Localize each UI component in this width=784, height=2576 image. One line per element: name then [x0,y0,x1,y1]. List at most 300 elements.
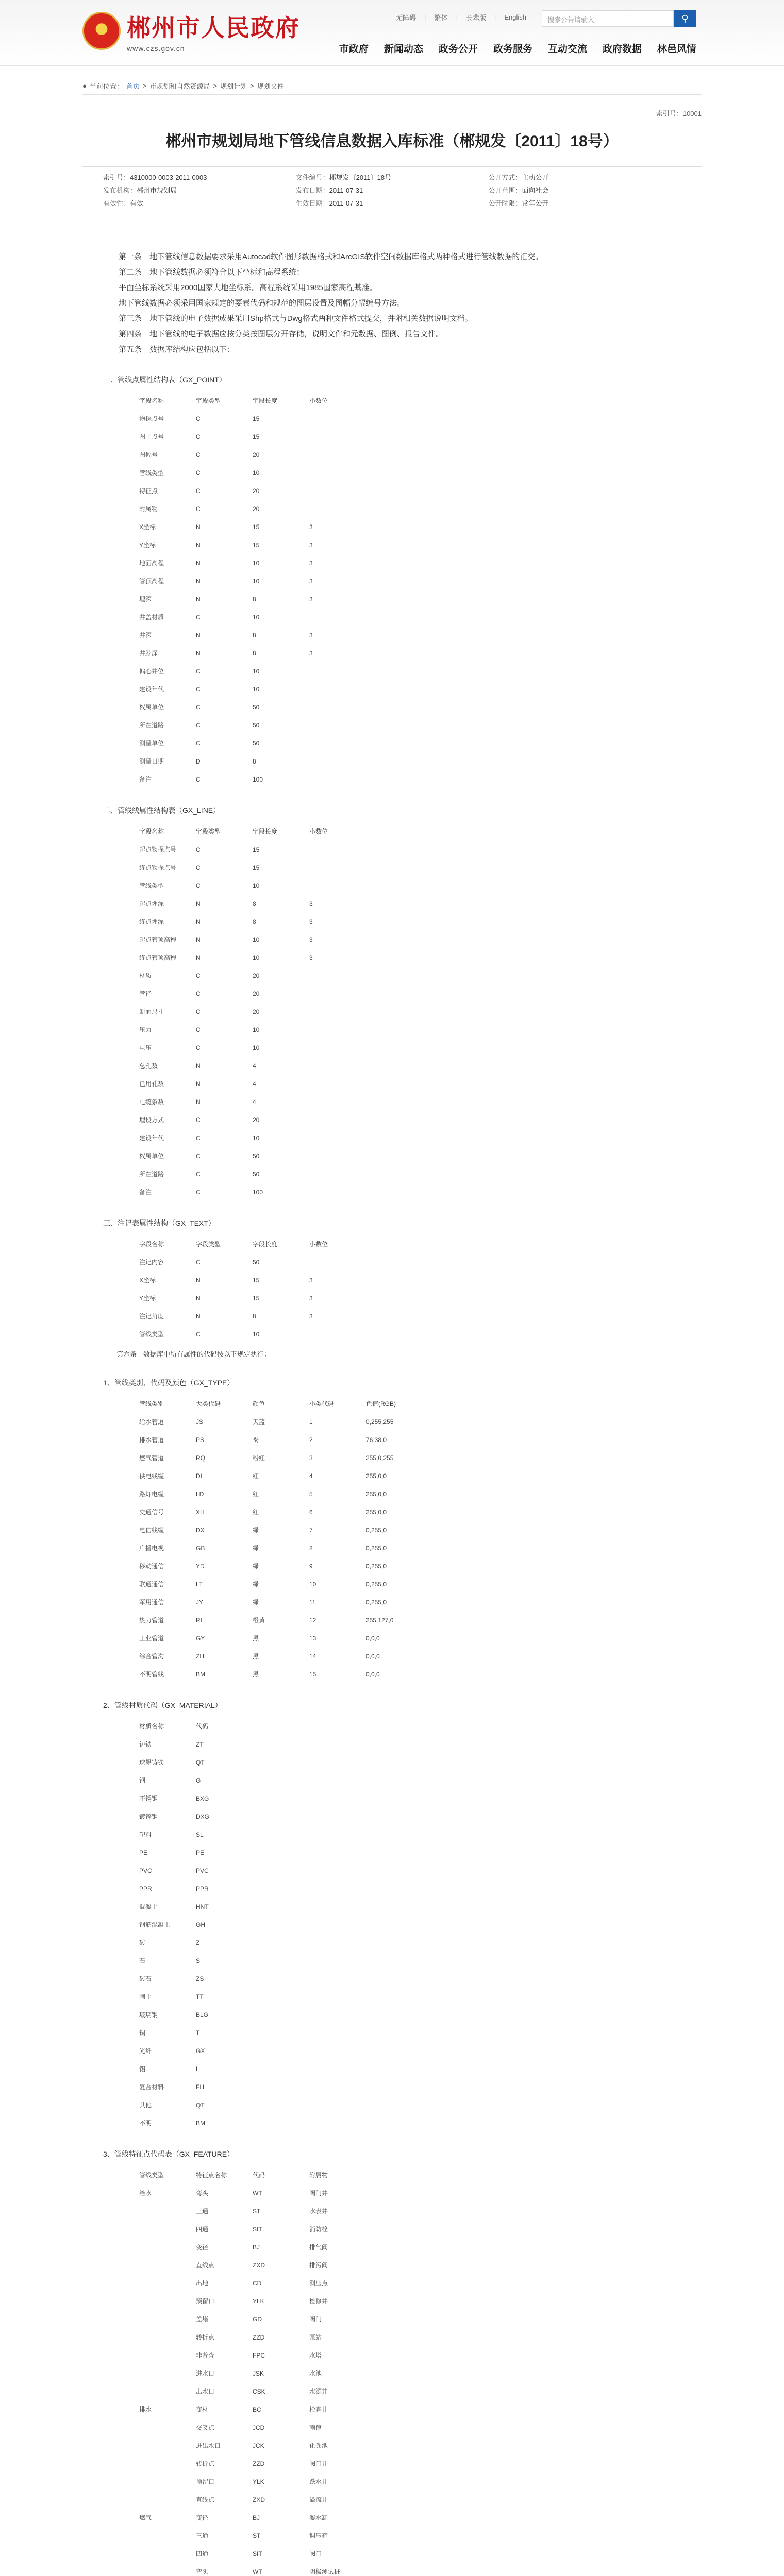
table-cell [134,2310,191,2328]
table-cell: 埋深 [139,595,152,603]
main-nav [339,41,696,55]
info-field [296,172,489,182]
table-row [134,1593,418,1611]
table-cell: 15 [253,863,260,871]
table-cell [134,2274,191,2292]
table-cell: PPR [196,1885,209,1892]
table-cell: 石 [139,1957,146,1964]
table-cell [304,1147,361,1165]
table-row [134,1611,418,1629]
table-row [134,644,361,662]
table-cell: 铜 [139,2029,146,2037]
table-cell: 阀门 [309,2550,322,2557]
table-cell: 255,0,255 [366,1454,394,1462]
table-cell: 四通 [196,2550,209,2557]
table-row [134,2310,361,2328]
table-row [134,2382,361,2400]
table-cell: 8 [253,649,256,657]
table-cell: 15 [253,541,260,549]
table-cell: 所在道路 [139,1170,164,1178]
table-cell: ST [253,2532,261,2539]
table-cell: 11 [309,1598,316,1606]
table-cell [304,1325,361,1343]
table-cell [304,500,361,518]
table-cell [304,876,361,894]
table-cell: 已用孔数 [139,1080,164,1088]
nav-item[interactable]: 政务公开 [438,44,478,55]
table-row [134,1861,247,1879]
table-header: 字段类型 [196,827,221,835]
table-cell: C [196,505,201,513]
table-row [134,1485,418,1503]
table-cell: 1 [309,1418,313,1426]
table-cell: 所在道路 [139,721,164,729]
table-cell [134,2382,191,2400]
table-cell: C [196,739,201,747]
table-cell: 直线点 [196,2496,215,2503]
table-cell: 材质 [139,972,152,979]
table-row [134,590,361,608]
table-cell: 泵站 [309,2333,322,2341]
table-row [134,894,361,912]
table-row [134,1521,418,1539]
emblem-icon [82,12,121,50]
table-cell: 76,38,0 [366,1436,387,1444]
table-cell: 起点物探点号 [139,845,177,853]
section-title: 1、管线类别、代码及颜色（GX_TYPE） [103,1379,235,1387]
section-title: 三、注记表属性结构（GX_TEXT） [103,1219,215,1227]
table-cell: ZH [196,1652,204,1660]
table-cell: 交叉点 [196,2424,215,2431]
table-cell [134,2527,191,2545]
table-cell: YLK [253,2478,264,2485]
table-row [134,1843,247,1861]
table-cell: 4 [253,1098,256,1106]
table-row [134,410,361,428]
table-row [134,840,361,858]
table-cell: 10 [253,469,260,477]
table-row [134,1539,418,1557]
search-input[interactable]: 搜索公告请输入 [542,10,674,27]
table-cell: 15 [253,523,260,531]
table-row [134,500,361,518]
table-cell: 三通 [196,2532,209,2539]
table-cell: 4 [253,1062,256,1070]
table-cell: C [196,1330,201,1338]
nav-item[interactable]: 政务服务 [493,44,532,55]
table-cell: C [196,1188,201,1196]
nav-item[interactable]: 市政府 [339,44,369,55]
table-cell: 0,255,0 [366,1544,387,1552]
table-row [134,2436,361,2454]
table-cell: 50 [253,721,260,729]
breadcrumb-item[interactable]: 市规划和自然资源局 [149,82,210,90]
table-row [134,2472,361,2490]
table-row [134,572,361,590]
table-cell: 绿 [253,1544,259,1552]
table-row [134,1003,361,1021]
table-row [134,2184,361,2202]
paragraph: 地下管线数据必须采用国家规定的要素代码和规范的图层设置及图幅分幅编号方法。 [119,299,405,308]
table-row [134,2006,247,2024]
table-cell: PS [196,1436,205,1444]
table-row [134,1970,247,1988]
table-cell: 15 [253,845,260,853]
table-cell: 陶土 [139,1993,152,2001]
table-cell: 8 [309,1544,313,1552]
table-cell: 阴极测试桩 [309,2568,341,2575]
table-cell: 3 [309,900,313,907]
table-cell: 255,0,0 [366,1490,387,1498]
table-cell: 3 [309,559,313,567]
table-cell: TT [196,1993,204,2001]
table-cell: 注记角度 [139,1312,164,1320]
table-cell: C [196,990,201,997]
table-header: 代码 [253,2171,265,2179]
table-cell: X坐标 [139,523,156,531]
table-cell: 军用通信 [139,1598,164,1606]
table-row [134,2509,361,2527]
table-header: 代码 [196,1722,209,1730]
table-row [134,1503,418,1521]
table-cell: 断面尺寸 [139,1008,164,1015]
table-cell: 砖 [139,1939,146,1946]
table-cell: C [196,1134,201,1142]
table-header: 小数位 [309,827,328,835]
table-cell: 15 [253,1294,260,1302]
table-cell: N [196,559,201,567]
table-cell: 20 [253,451,260,459]
site-title: 郴州市人民政府 [127,14,300,42]
nav-item[interactable]: 林邑风情 [657,44,696,55]
table-header: 字段长度 [253,1240,278,1248]
table-cell: 进出水口 [196,2442,221,2449]
table-cell: 粉红 [253,1454,265,1462]
table-cell: 3 [309,541,313,549]
breadcrumb-home[interactable]: 首页 [126,82,140,90]
table-cell: 3 [309,1294,313,1302]
info-value: 4310000-0003-2011-0003 [130,174,207,181]
section-title: 3、管线特征点代码表（GX_FEATURE） [103,2150,235,2158]
table-cell: 转折点 [196,2333,215,2341]
table-cell: 凝水缸 [309,2514,328,2521]
table-cell [134,2490,191,2509]
table-cell: 3 [309,577,313,585]
table-cell: 不明管线 [139,1670,164,1678]
table-cell: JY [196,1598,204,1606]
table-cell: 铸铁 [139,1740,152,1748]
table-header: 字段长度 [253,827,278,835]
table-header: 附属物 [309,2171,328,2179]
table-cell: S [196,1957,201,1964]
table-cell [134,2545,191,2563]
breadcrumb-item[interactable]: 规划计划 [220,82,247,90]
table-cell: 50 [253,1152,260,1160]
table-cell: 8 [253,900,256,907]
table-cell: 排水管道 [139,1436,164,1444]
table-cell: BXG [196,1794,209,1802]
table-cell: 20 [253,1116,260,1124]
table-cell: 100 [253,775,263,783]
table-cell: L [196,2065,199,2073]
info-value: 2011-07-31 [329,199,363,207]
table-header: 材质名称 [139,1722,164,1730]
info-value: 郴规发〔2011〕18号 [329,174,392,181]
tool-accessibility[interactable]: 无障碍 [396,14,416,22]
table-cell: 10 [253,1330,260,1338]
table-header: 字段类型 [196,1240,221,1248]
table-cell: 复合材料 [139,2083,164,2091]
table-cell: 3 [309,936,313,943]
table-cell: 井深 [139,631,152,639]
table-cell: N [196,523,201,531]
table-cell: GY [196,1634,205,1642]
table-row [134,2545,361,2563]
table-cell: 10 [253,559,260,567]
table-cell: 镀锌钢 [139,1812,158,1820]
table-cell: 20 [253,990,260,997]
table-row [134,1934,247,1952]
table-cell: 50 [253,739,260,747]
material-code-table [134,1717,247,2132]
table-cell: 排水 [139,2405,152,2413]
table-cell: 物探点号 [139,415,164,422]
table-cell: 13 [309,1634,316,1642]
table-cell: 3 [309,595,313,603]
table-cell: 8 [253,595,256,603]
table-row [134,2490,361,2509]
table-cell: C [196,667,201,675]
table-cell: BJ [253,2243,260,2251]
table-cell: 10 [253,882,260,889]
table-cell: C [196,721,201,729]
table-row [134,716,361,734]
table-cell: 建设年代 [139,1134,164,1142]
table-header: 小数位 [309,1240,328,1248]
table-cell: 4 [309,1472,313,1480]
table-cell: 测量日期 [139,757,164,765]
search-button[interactable] [674,10,696,27]
table-cell: ZXD [253,2496,265,2503]
table-cell: 变径 [196,2243,209,2251]
table-cell: 8 [253,631,256,639]
table-cell: C [196,433,201,440]
table-cell: 20 [253,487,260,495]
table-row [134,1449,418,1467]
table-row [134,698,361,716]
table-cell: BM [196,1670,205,1678]
line-attribute-table [134,822,361,1201]
table-cell: 移动通信 [139,1562,164,1570]
table-cell: 直线点 [196,2261,215,2269]
table-cell: 3 [309,523,313,531]
table-cell: 溢流井 [309,2496,328,2503]
nav-item[interactable]: 互动交流 [547,44,587,55]
table-cell: ZXD [253,2261,265,2269]
table-row [134,734,361,752]
table-cell [134,2256,191,2274]
table-cell [304,858,361,876]
table-cell: 绿 [253,1580,259,1588]
info-key: 发布日期： [295,187,329,194]
table-cell: 供电线缆 [139,1472,164,1480]
table-header: 色值(RGB) [366,1400,396,1408]
table-cell [304,608,361,626]
table-cell: C [196,1170,201,1178]
table-header: 字段类型 [196,397,221,404]
table-cell [304,1021,361,1039]
table-cell: ZZD [253,2333,265,2341]
table-row [134,608,361,626]
table-cell: 终点物探点号 [139,863,177,871]
table-row [134,1253,361,1271]
table-cell: C [196,845,201,853]
table-row [134,1325,361,1343]
table-row [134,2454,361,2472]
table-cell: FPC [253,2351,265,2359]
table-cell: C [196,685,201,693]
table-cell: N [196,1276,201,1284]
table-cell: DXG [196,1812,210,1820]
table-cell: 铝 [139,2065,146,2073]
table-cell [304,770,361,788]
table-cell: ZT [196,1740,204,1748]
table-cell: BM [196,2119,205,2127]
table-cell: QT [196,2101,205,2109]
table-header: 特征点名称 [196,2171,227,2179]
table-cell: BJ [253,2514,260,2521]
table-cell: 阀门井 [309,2460,328,2467]
table-row [134,1021,361,1039]
table-row [134,2292,361,2310]
table-cell: 0,0,0 [366,1652,380,1660]
table-cell: 钢筋混凝土 [139,1921,171,1928]
table-cell: CSK [253,2387,265,2395]
table-cell: 燃气管道 [139,1454,164,1462]
table-cell [304,410,361,428]
table-cell: 消防栓 [309,2225,328,2233]
table-cell: N [196,918,201,925]
paragraph: 平面坐标系统采用2000国家大地坐标系。高程系统采用1985国家高程基准。 [119,283,377,292]
table-cell: 水塔 [309,2351,322,2359]
table-cell: PVC [139,1867,152,1874]
table-cell: RQ [196,1454,205,1462]
table-row [134,1575,418,1593]
table-row [134,626,361,644]
table-row [134,930,361,948]
table-row [134,2202,361,2220]
table-cell: 0,255,0 [366,1580,387,1588]
site-logo[interactable] [82,9,300,53]
table-cell: 管线类型 [139,882,164,889]
table-row [134,1289,361,1307]
nav-item[interactable]: 政府数据 [602,44,642,55]
tool-english[interactable]: English [504,13,526,21]
table-header: 大类代码 [196,1400,221,1408]
tool-traditional[interactable]: 繁体 [434,14,448,22]
table-row [134,2328,361,2346]
table-cell: 管径 [139,990,152,997]
table-cell: YLK [253,2297,264,2305]
table-cell: 跌水井 [309,2478,328,2485]
table-cell: 红 [253,1472,259,1480]
table-cell: 15 [253,433,260,440]
table-row [134,1825,247,1843]
table-cell: 终点埋深 [139,918,164,925]
table-cell [304,752,361,770]
table-cell: 给水管道 [139,1418,164,1426]
table-row [134,1271,361,1289]
table-cell: 排污阀 [309,2261,328,2269]
table-cell: C [196,1044,201,1052]
table-cell: 50 [253,703,260,711]
table-row [134,2060,247,2078]
section-title: 二、管线线属性结构表（GX_LINE） [103,806,221,815]
tool-elder[interactable]: 长辈版 [465,14,486,22]
table-cell: 混凝土 [139,1903,158,1910]
table-row [134,2220,361,2238]
nav-item[interactable]: 新闻动态 [383,44,423,55]
table-cell: 总孔数 [139,1062,158,1070]
table-cell: 钢 [139,1776,146,1784]
table-cell: 8 [253,1312,256,1320]
table-row [134,482,361,500]
table-cell: 阀门井 [309,2189,328,2197]
section-title: 一、管线点属性结构表（GX_POINT） [103,376,226,384]
info-key: 公开范围： [488,187,522,194]
table-row [134,2096,247,2114]
table-cell: 备注 [139,775,152,783]
table-cell: JS [196,1418,204,1426]
table-cell: PE [196,1849,205,1856]
table-cell [304,1129,361,1147]
info-key: 有效性： [103,199,130,207]
table-cell: 工业管道 [139,1634,164,1642]
table-cell: 预留口 [196,2297,215,2305]
table-cell: WT [253,2568,262,2575]
table-cell: 特征点 [139,487,158,495]
table-cell [304,680,361,698]
tool-links: 无障碍 | 繁体 | 长辈版 | English [396,13,526,22]
info-field [296,198,489,208]
info-field [488,198,681,208]
table-cell: 20 [253,972,260,979]
search-box [542,10,696,27]
breadcrumb-item[interactable]: 规划文件 [257,82,284,90]
table-row [134,554,361,572]
table-cell: 255,0,0 [366,1508,387,1516]
table-header: 小数位 [309,397,328,404]
table-cell: 红 [253,1508,259,1516]
table-cell: LT [196,1580,203,1588]
table-cell: 起点管顶高程 [139,936,177,943]
search-icon: ⚲ [681,13,689,24]
info-field [103,172,296,182]
table-cell: N [196,1080,201,1088]
table-cell: 起点埋深 [139,900,164,907]
table-cell: 0,255,0 [366,1598,387,1606]
table-cell: 终点管顶高程 [139,954,177,961]
table-cell [134,2346,191,2364]
table-cell: 3 [309,1312,313,1320]
table-cell: 8 [253,918,256,925]
info-value: 2011-07-31 [329,187,363,194]
table-cell: 图上点号 [139,433,164,440]
text-attribute-table [134,1235,361,1343]
table-cell: N [196,541,201,549]
table-cell: 绿 [253,1598,259,1606]
table-row [134,536,361,554]
